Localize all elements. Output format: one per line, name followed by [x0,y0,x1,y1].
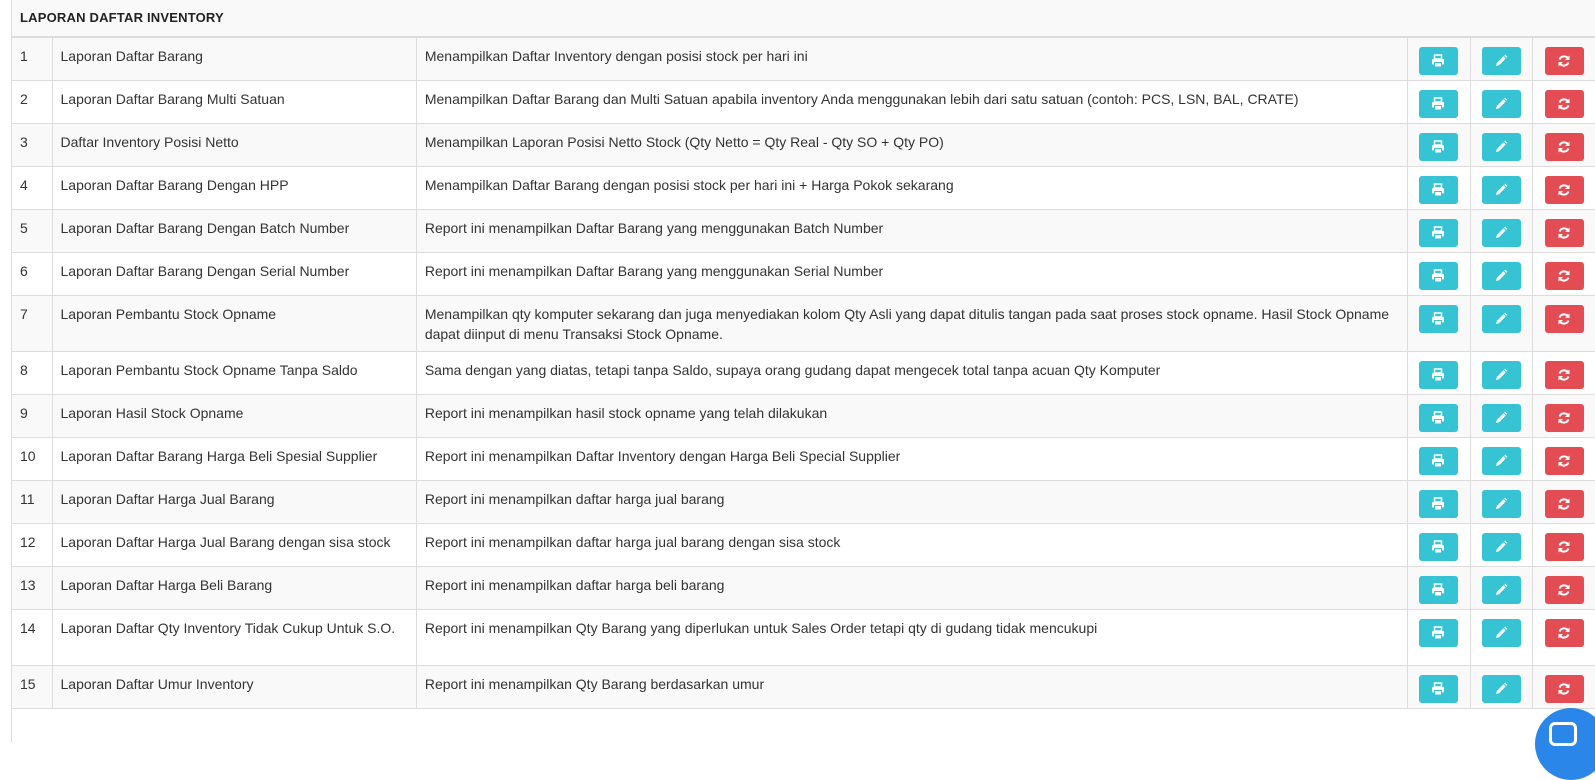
panel-title: LAPORAN DAFTAR INVENTORY [12,0,1595,37]
printer-icon [1431,583,1445,597]
print-cell [1408,438,1471,481]
print-button[interactable] [1419,90,1458,118]
print-cell [1408,567,1471,610]
refresh-icon [1557,411,1571,425]
edit-cell [1470,666,1533,709]
report-number: 1 [12,38,52,81]
pencil-icon [1494,54,1508,68]
printer-icon [1431,312,1445,326]
report-description: Report ini menampilkan Qty Barang berdasarkan umur [416,666,1407,709]
refresh-icon [1557,97,1571,111]
pencil-icon [1494,583,1508,597]
pencil-icon [1494,269,1508,283]
report-number: 5 [12,210,52,253]
pencil-icon [1494,140,1508,154]
edit-button[interactable] [1482,90,1521,118]
refresh-icon [1557,312,1571,326]
report-table [12,37,1595,709]
refresh-button[interactable] [1545,219,1584,247]
report-description: Menampilkan Daftar Barang dengan posisi stock per hari ini + Harga Pokok sekarang [416,167,1407,210]
report-description: Report ini menampilkan daftar harga jual barang dengan sisa stock [416,524,1407,567]
refresh-cell [1533,38,1595,81]
printer-icon [1431,368,1445,382]
refresh-button[interactable] [1545,619,1584,647]
report-description: Menampilkan qty komputer sekarang dan juga menyediakan kolom Qty Asli yang dapat ditulis tangan pada saat proses stock opname. Hasil Stock Opname dapat diinput di menu Transaksi Stock Opname. [416,296,1407,352]
report-description: Report ini menampilkan daftar harga beli barang [416,567,1407,610]
refresh-icon [1557,226,1571,240]
report-number: 13 [12,567,52,610]
refresh-cell [1533,352,1595,395]
refresh-button[interactable] [1545,262,1584,290]
edit-button[interactable] [1482,262,1521,290]
refresh-icon [1557,183,1571,197]
print-cell [1408,38,1471,81]
refresh-cell [1533,666,1595,709]
refresh-icon [1557,540,1571,554]
report-row [12,567,1595,610]
print-cell [1408,610,1471,666]
report-name: Laporan Daftar Harga Jual Barang dengan sisa stock [52,524,416,567]
report-name: Laporan Pembantu Stock Opname [52,296,416,352]
edit-button[interactable] [1482,47,1521,75]
report-number: 15 [12,666,52,709]
print-button[interactable] [1419,619,1458,647]
report-row [12,666,1595,709]
printer-icon [1431,54,1445,68]
edit-cell [1470,124,1533,167]
report-name: Laporan Pembantu Stock Opname Tanpa Saldo [52,352,416,395]
refresh-icon [1557,140,1571,154]
pencil-icon [1494,540,1508,554]
report-number: 12 [12,524,52,567]
refresh-icon [1557,269,1571,283]
report-description: Report ini menampilkan Qty Barang yang diperlukan untuk Sales Order tetapi qty di gudang tidak mencukupi [416,610,1407,666]
edit-button[interactable] [1482,576,1521,604]
refresh-icon [1557,454,1571,468]
print-button[interactable] [1419,219,1458,247]
report-row [12,38,1595,81]
report-name: Laporan Daftar Barang Multi Satuan [52,81,416,124]
report-row [12,524,1595,567]
report-name: Laporan Daftar Barang [52,38,416,81]
print-cell [1408,352,1471,395]
printer-icon [1431,183,1445,197]
refresh-cell [1533,481,1595,524]
report-row [12,395,1595,438]
report-row [12,481,1595,524]
report-description: Report ini menampilkan Daftar Barang yang menggunakan Serial Number [416,253,1407,296]
report-name: Laporan Daftar Barang Dengan Serial Number [52,253,416,296]
refresh-button[interactable] [1545,404,1584,432]
refresh-button[interactable] [1545,176,1584,204]
report-number: 3 [12,124,52,167]
edit-cell [1470,481,1533,524]
edit-button[interactable] [1482,305,1521,333]
print-cell [1408,81,1471,124]
report-row [12,610,1595,666]
refresh-cell [1533,610,1595,666]
report-row [12,81,1595,124]
edit-cell [1470,167,1533,210]
report-number: 9 [12,395,52,438]
pencil-icon [1494,183,1508,197]
printer-icon [1431,411,1445,425]
print-button[interactable] [1419,305,1458,333]
printer-icon [1431,626,1445,640]
print-button[interactable] [1419,133,1458,161]
refresh-cell [1533,395,1595,438]
report-name: Laporan Daftar Barang Harga Beli Spesial Supplier [52,438,416,481]
report-row [12,296,1595,352]
print-button[interactable] [1419,47,1458,75]
report-name: Laporan Daftar Harga Jual Barang [52,481,416,524]
report-name: Laporan Daftar Barang Dengan HPP [52,167,416,210]
report-name: Laporan Hasil Stock Opname [52,395,416,438]
refresh-cell [1533,567,1595,610]
report-number: 2 [12,81,52,124]
refresh-button[interactable] [1545,576,1584,604]
report-row [12,210,1595,253]
report-number: 11 [12,481,52,524]
print-cell [1408,124,1471,167]
print-button[interactable] [1419,262,1458,290]
pencil-icon [1494,497,1508,511]
refresh-button[interactable] [1545,490,1584,518]
printer-icon [1431,269,1445,283]
pencil-icon [1494,682,1508,696]
report-row [12,167,1595,210]
edit-cell [1470,352,1533,395]
refresh-cell [1533,296,1595,352]
print-cell [1408,253,1471,296]
print-button[interactable] [1419,404,1458,432]
refresh-cell [1533,124,1595,167]
edit-button[interactable] [1482,675,1521,703]
edit-cell [1470,395,1533,438]
printer-icon [1431,497,1445,511]
print-cell [1408,666,1471,709]
refresh-cell [1533,81,1595,124]
report-name: Laporan Daftar Barang Dengan Batch Number [52,210,416,253]
edit-button[interactable] [1482,133,1521,161]
pencil-icon [1494,454,1508,468]
refresh-icon [1557,497,1571,511]
report-name: Laporan Daftar Harga Beli Barang [52,567,416,610]
edit-cell [1470,81,1533,124]
print-cell [1408,210,1471,253]
edit-button[interactable] [1482,176,1521,204]
report-description: Sama dengan yang diatas, tetapi tanpa Saldo, supaya orang gudang dapat mengecek total tanpa acuan Qty Komputer [416,352,1407,395]
print-cell [1408,481,1471,524]
print-button[interactable] [1419,447,1458,475]
refresh-cell [1533,167,1595,210]
edit-button[interactable] [1482,219,1521,247]
report-number: 14 [12,610,52,666]
edit-cell [1470,610,1533,666]
refresh-cell [1533,438,1595,481]
edit-button[interactable] [1482,447,1521,475]
edit-cell [1470,210,1533,253]
refresh-icon [1557,626,1571,640]
refresh-button[interactable] [1545,447,1584,475]
report-row [12,253,1595,296]
report-row [12,124,1595,167]
refresh-cell [1533,253,1595,296]
printer-icon [1431,540,1445,554]
pencil-icon [1494,411,1508,425]
refresh-button[interactable] [1545,47,1584,75]
print-cell [1408,395,1471,438]
report-description: Report ini menampilkan hasil stock opname yang telah dilakukan [416,395,1407,438]
report-number: 7 [12,296,52,352]
printer-icon [1431,140,1445,154]
edit-button[interactable] [1482,533,1521,561]
print-button[interactable] [1419,176,1458,204]
print-button[interactable] [1419,361,1458,389]
refresh-cell [1533,210,1595,253]
report-number: 4 [12,167,52,210]
pencil-icon [1494,312,1508,326]
printer-icon [1431,454,1445,468]
refresh-button[interactable] [1545,90,1584,118]
report-number: 10 [12,438,52,481]
edit-cell [1470,524,1533,567]
refresh-button[interactable] [1545,133,1584,161]
print-button[interactable] [1419,576,1458,604]
edit-cell [1470,567,1533,610]
refresh-button[interactable] [1545,533,1584,561]
edit-cell [1470,38,1533,81]
printer-icon [1431,226,1445,240]
edit-button[interactable] [1482,619,1521,647]
report-row [12,438,1595,481]
print-button[interactable] [1419,533,1458,561]
report-row [12,352,1595,395]
report-description: Report ini menampilkan daftar harga jual barang [416,481,1407,524]
refresh-icon [1557,54,1571,68]
refresh-button[interactable] [1545,675,1584,703]
report-name: Laporan Daftar Qty Inventory Tidak Cukup Untuk S.O. [52,610,416,666]
report-description: Menampilkan Laporan Posisi Netto Stock (Qty Netto = Qty Real - Qty SO + Qty PO) [416,124,1407,167]
refresh-icon [1557,368,1571,382]
report-name: Daftar Inventory Posisi Netto [52,124,416,167]
refresh-button[interactable] [1545,361,1584,389]
edit-button[interactable] [1482,404,1521,432]
pencil-icon [1494,226,1508,240]
report-description: Report ini menampilkan Daftar Inventory dengan Harga Beli Special Supplier [416,438,1407,481]
chat-widget-button[interactable] [1535,708,1595,780]
pencil-icon [1494,97,1508,111]
report-panel [11,0,1595,742]
print-cell [1408,524,1471,567]
refresh-icon [1557,682,1571,696]
edit-cell [1470,296,1533,352]
refresh-button[interactable] [1545,305,1584,333]
report-description: Report ini menampilkan Daftar Barang yang menggunakan Batch Number [416,210,1407,253]
print-cell [1408,296,1471,352]
report-name: Laporan Daftar Umur Inventory [52,666,416,709]
print-button[interactable] [1419,490,1458,518]
report-number: 8 [12,352,52,395]
report-description: Menampilkan Daftar Inventory dengan posisi stock per hari ini [416,38,1407,81]
edit-cell [1470,438,1533,481]
print-cell [1408,167,1471,210]
print-button[interactable] [1419,675,1458,703]
edit-cell [1470,253,1533,296]
edit-button[interactable] [1482,361,1521,389]
printer-icon [1431,97,1445,111]
printer-icon [1431,682,1445,696]
edit-button[interactable] [1482,490,1521,518]
refresh-icon [1557,583,1571,597]
report-description: Menampilkan Daftar Barang dan Multi Satuan apabila inventory Anda menggunakan lebih dari satu satuan (contoh: PCS, LSN, BAL, CRATE) [416,81,1407,124]
refresh-cell [1533,524,1595,567]
report-number: 6 [12,253,52,296]
pencil-icon [1494,368,1508,382]
pencil-icon [1494,626,1508,640]
